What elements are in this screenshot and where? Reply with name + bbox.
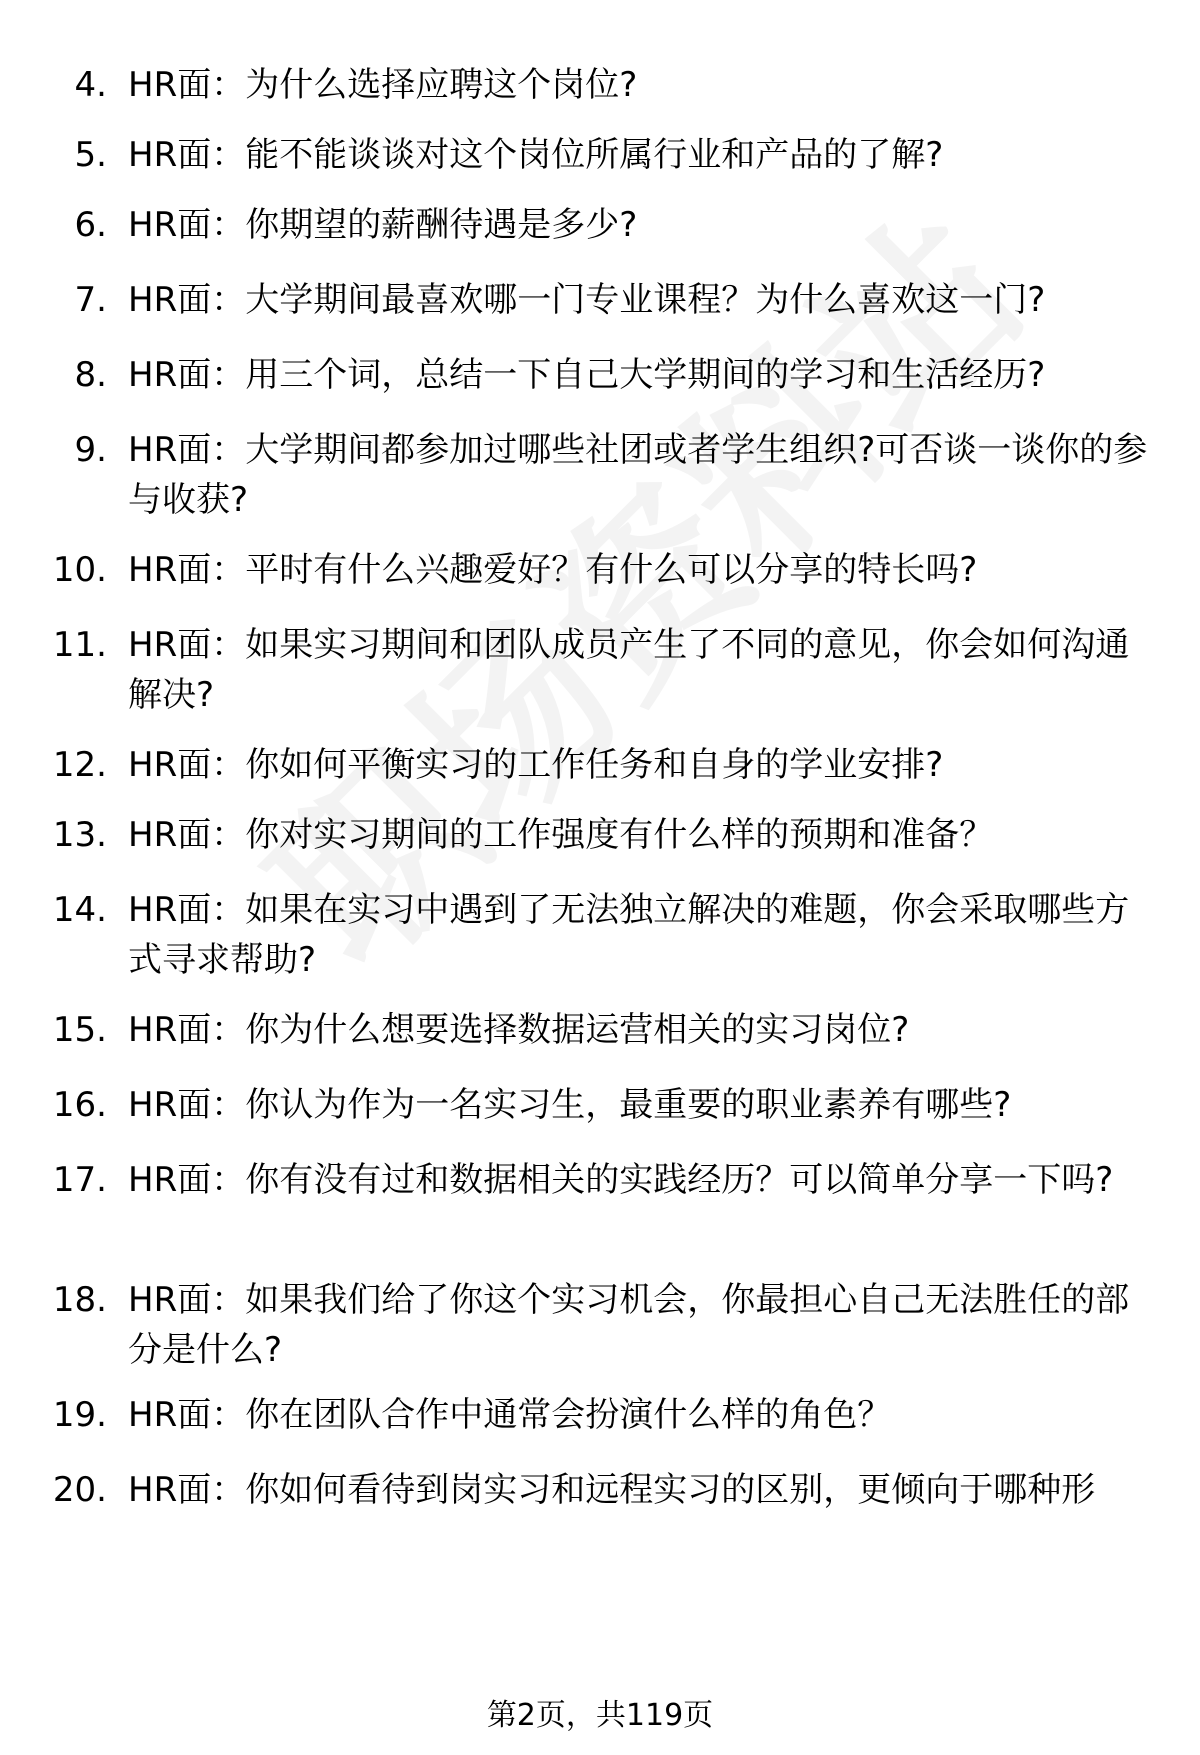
question-number: 17. [52,1160,107,1200]
question-number: 11. [52,625,107,665]
question-text: HR面：你期望的薪酬待遇是多少? [128,205,638,245]
question-text: HR面：大学期间最喜欢哪一门专业课程？为什么喜欢这一门? [128,280,1046,320]
question-text: HR面：能不能谈谈对这个岗位所属行业和产品的了解? [128,135,944,175]
question-number: 6. [74,205,107,245]
question-number: 15. [52,1010,107,1050]
question-number: 16. [52,1085,107,1125]
question-text: HR面：大学期间都参加过哪些社团或者学生组织?可否谈一谈你的参与收获? [128,430,1148,520]
question-number: 9. [74,430,107,470]
question-number: 7. [74,280,107,320]
question-text: HR面：如果我们给了你这个实习机会，你最担心自己无法胜任的部分是什么? [128,1280,1130,1370]
question-text: HR面：你如何平衡实习的工作任务和自身的学业安排? [128,745,944,785]
question-number: 4. [74,65,107,105]
question-text: HR面：你为什么想要选择数据运营相关的实习岗位? [128,1010,910,1050]
question-text: HR面：你有没有过和数据相关的实践经历？可以简单分享一下吗? [128,1160,1114,1200]
question-number: 13. [52,815,107,855]
question-number: 8. [74,355,107,395]
question-text: HR面：为什么选择应聘这个岗位? [128,65,638,105]
question-number: 10. [52,550,107,590]
question-number: 19. [52,1395,107,1435]
question-text: HR面：用三个词，总结一下自己大学期间的学习和生活经历? [128,355,1046,395]
question-number: 14. [52,890,107,930]
question-text: HR面：你认为作为一名实习生，最重要的职业素养有哪些? [128,1085,1012,1125]
question-text: HR面：你在团队合作中通常会扮演什么样的角色？ [128,1395,892,1435]
question-text: HR面：你如何看待到岗实习和远程实习的区别，更倾向于哪种形 [128,1470,1096,1510]
question-number: 5. [74,135,107,175]
question-text: HR面：平时有什么兴趣爱好？有什么可以分享的特长吗? [128,550,978,590]
question-text: HR面：如果实习期间和团队成员产生了不同的意见，你会如何沟通解决? [128,625,1130,715]
question-number: 18. [52,1280,107,1320]
question-text: HR面：你对实习期间的工作强度有什么样的预期和准备？ [128,815,994,855]
page-number-footer: 第2页，共119页 [486,1698,714,1733]
question-text: HR面：如果在实习中遇到了无法独立解决的难题，你会采取哪些方式寻求帮助? [128,890,1130,980]
question-number: 12. [52,745,107,785]
question-number: 20. [52,1470,107,1510]
